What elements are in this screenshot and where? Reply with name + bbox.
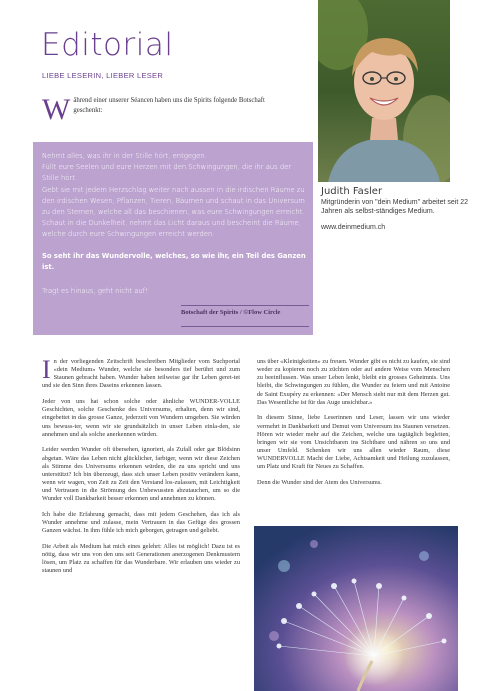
message-paragraph: Füllt eure Seelen und eure Herzen mit den Schwingungen, die ihr aus der Stille hört. xyxy=(42,163,292,183)
author-bio: Mitgründerin von "dein Medium" arbeitet seit 22 Jahren als selbst-ständiges Medium. xyxy=(321,199,468,215)
body-paragraph: Die Arbeit als Medium hat mich eines gelehrt: Alles ist möglich! Dazu ist es nötig, dass wir uns von den uns seit Generationen anerzogenen Denkmustern lösen, um Platz zu schaffen für das Wunderbare. Wir erlauben uns wieder zu staunen und xyxy=(42,542,240,575)
dandelion-illustration xyxy=(254,526,458,691)
message-paragraph: Nehmt alles, was ihr in der Stille hört, entgegen. xyxy=(42,152,207,160)
body-paragraph: uns über «Kleinigkeiten» zu freuen. Wunder gibt es nicht zu kaufen, sie sind weder zu kopieren noch zu züchten oder auf andere Weise vom Menschen zu beeinflussen. Was unser Leben lenkt, bleibt ein grosses Geheimnis. Uns bleibt, die Schwingungen zu fühlen, die Wunder zu feiern und mit Antoine de Saint Exupéry zu erkennen: «Der Mensch sieht nur mit dem Herzen gut. Das Wesentliche ist für das Auge unsichtbar.» xyxy=(257,358,450,406)
body-column-right xyxy=(257,358,450,495)
author-website-link[interactable]: www.deinmedium.ch xyxy=(321,224,386,231)
body-dropcap: I xyxy=(42,355,51,384)
page-title: Editorial xyxy=(41,27,174,63)
credit-divider-top xyxy=(181,305,309,306)
message-paragraph: Gebt sie mit jedem Herzschlag weiter nach aussen in die irdischen Räume zu den irdischen Wesen, Pflanzen, Tieren, Bäumen und schaut in das Universum zu den Sternen, welche all das beschienen, was eure Schwingungen erreicht. xyxy=(42,185,305,217)
dandelion-image xyxy=(254,526,458,691)
page-subtitle: LIEBE LESERIN, LIEBER LESER xyxy=(42,71,164,80)
author-info xyxy=(321,186,471,234)
message-bold-line: So seht ihr das Wundervolle, welches, so wie ihr, ein Teil des Ganzen ist. xyxy=(42,251,306,271)
body-column-left xyxy=(42,355,240,583)
message-paragraph: Schaut in die Dunkelheit, nehmt das Licht daraus und bescheint die Räume, welche durch eure Schwingungen erreicht werden. xyxy=(42,219,301,239)
body-paragraph xyxy=(42,355,240,391)
spirit-message xyxy=(42,151,310,297)
intro-body: ährend einer unserer Séancen haben uns die Spirits folgende Botschaft geschenkt: xyxy=(73,97,265,114)
body-paragraph-text: n der vorliegenden Zeitschrift beschreiben Mitglieder vom Suchportal «dein Medium» Wunder, welche sie besonders tief berührt und zum Staunen gebracht haben. Wunder haben teilweise gar ihr Leben geret-tet und sie den Sinn ihres Daseins erkennen lassen. xyxy=(42,358,240,390)
body-paragraph: Ich habe die Erfahrung gemacht, dass mit jedem Geschehen, das ich als Wunder annehme und zulasse, mein Vertrauen in das Gefüge des grossen Ganzen wächst. In ihm fühle ich mich geborgen, getragen und geliebt. xyxy=(42,511,240,535)
body-paragraph: Denn die Wunder sind der Atem des Universums. xyxy=(257,479,382,487)
author-portrait-illustration xyxy=(318,0,450,182)
body-paragraph: In diesem Sinne, liebe Leserinnen und Leser, lassen wir uns wieder vermehrt in Dankbarkeit und Demut vom Universum ins Staunen versetzen. Hören wir wieder mehr auf die Zeichen, welche uns tagtäglich begleiten, bringen wir sie vom Unsichtbaren ins Sichtbare und nähren so uns und unser Umfeld. Schenken wir uns allen wieder Raum, diese WUNDERVOLLE Macht der Liebe, Achtsamkeit und Heilung zuzulassen, um Platz und Kraft für Neues zu Schaffen. xyxy=(257,414,450,471)
credit-divider-bottom xyxy=(181,326,309,327)
intro-dropcap: W xyxy=(42,93,71,126)
author-name: Judith Fasler xyxy=(321,186,383,197)
body-paragraph: Jeder von uns hat schon solche oder ähnliche WUNDER-VOLLE Geschichten, solche Geschenke des Universums, erhalten, denn wir sind, eingebettet in das grosse Ganze, jederzeit von Wundern umgeben. Sie würden uns bewuss-ter, wenn wir sie grundsätzlich in unser Leben einla-den, sie annehmen und als solche anerkennen würden. xyxy=(42,398,240,438)
author-photo xyxy=(318,0,450,182)
message-closing: Tragt es hinaus, geht nicht auf! xyxy=(42,287,148,296)
body-paragraph: Leider werden Wunder oft übersehen, ignoriert, als Zufall oder gar Blödsinn abgetan. Wäre das Leben nicht glücklicher, farbiger, wenn wir diese Zeichen als Stimme des Universums erkennen würden, die zu uns spricht und uns unterstützt? Ich bin überzeugt, dass sich unser Leben positiv verändern kann, wenn wir wagen, von Zeit zu Zeit den Verstand los-zulassen, mit Leichtigkeit und Vertrauen in die Strömung des Unbewussten abzutauchen, um so die Wunder voll Dankbarkeit besser erkennen und annehmen zu können. xyxy=(42,446,240,503)
message-credit: Botschaft der Spirits / ©Flow Circle xyxy=(181,309,281,316)
intro-text xyxy=(42,93,272,126)
